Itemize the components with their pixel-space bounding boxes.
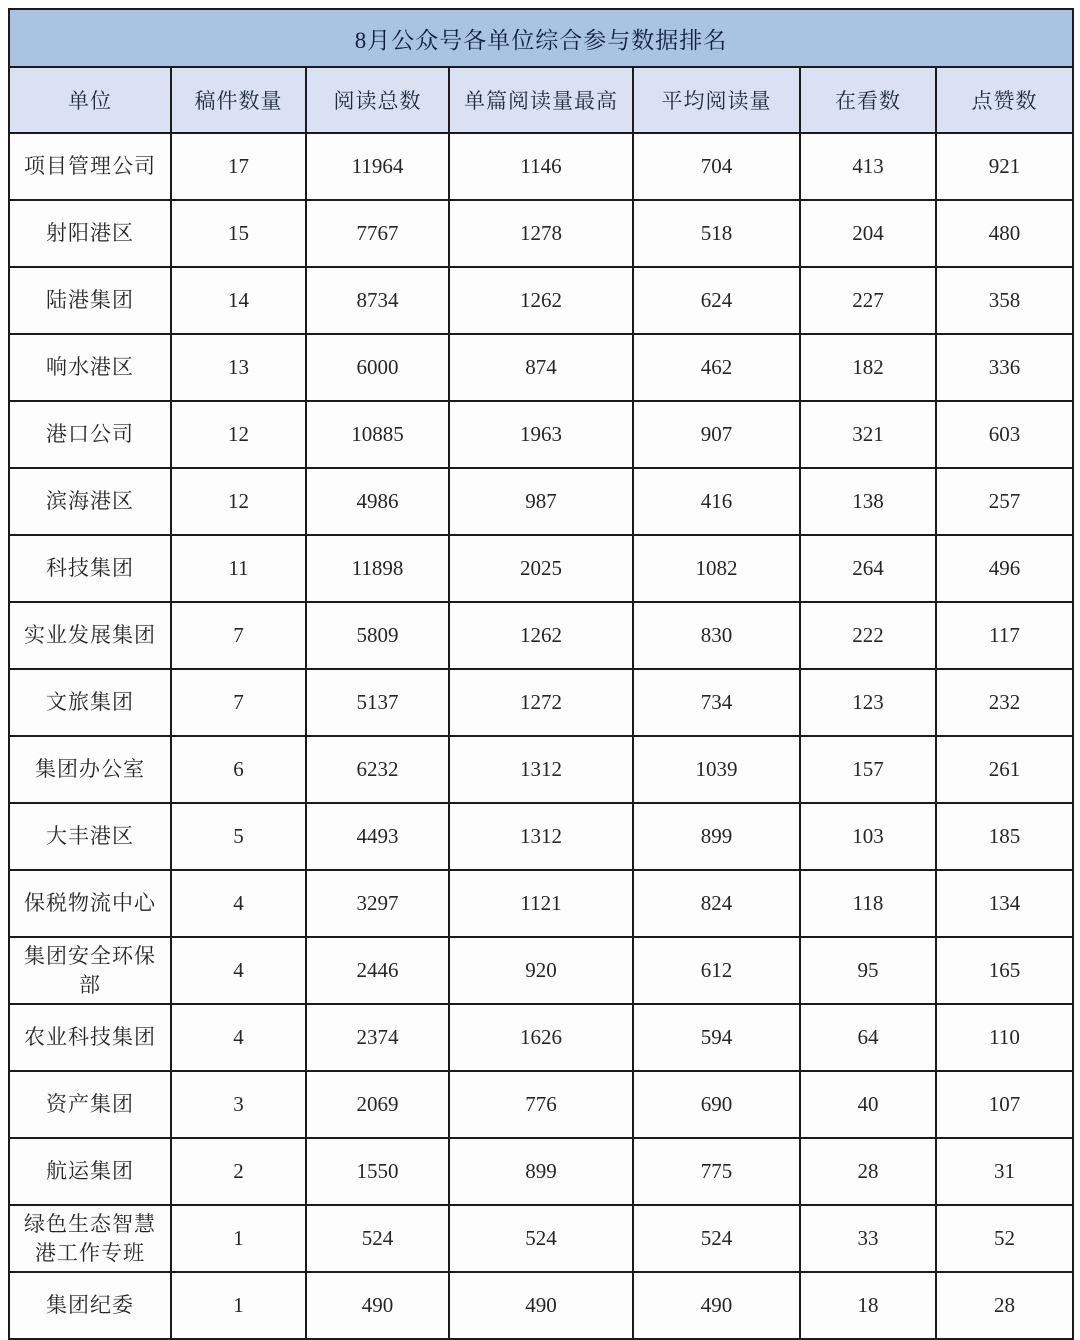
column-header: 稿件数量 <box>171 67 306 133</box>
unit-cell: 陆港集团 <box>9 267 171 334</box>
column-header: 单位 <box>9 67 171 133</box>
table-row <box>9 200 1073 267</box>
value-cell: 874 <box>449 334 633 401</box>
value-cell: 261 <box>936 736 1073 803</box>
value-cell: 18 <box>800 1272 936 1339</box>
column-header: 点赞数 <box>936 67 1073 133</box>
value-cell: 33 <box>800 1205 936 1272</box>
table-row <box>9 1071 1073 1138</box>
value-cell: 524 <box>306 1205 449 1272</box>
value-cell: 490 <box>449 1272 633 1339</box>
value-cell: 1 <box>171 1205 306 1272</box>
value-cell: 1963 <box>449 401 633 468</box>
unit-cell: 文旅集团 <box>9 669 171 736</box>
value-cell: 10885 <box>306 401 449 468</box>
value-cell: 490 <box>306 1272 449 1339</box>
value-cell: 594 <box>633 1004 800 1071</box>
unit-cell: 实业发展集团 <box>9 602 171 669</box>
value-cell: 899 <box>449 1138 633 1205</box>
value-cell: 257 <box>936 468 1073 535</box>
table-row <box>9 937 1073 1004</box>
value-cell: 40 <box>800 1071 936 1138</box>
table-row <box>9 535 1073 602</box>
unit-cell: 资产集团 <box>9 1071 171 1138</box>
value-cell: 227 <box>800 267 936 334</box>
value-cell: 165 <box>936 937 1073 1004</box>
value-cell: 4 <box>171 1004 306 1071</box>
value-cell: 232 <box>936 669 1073 736</box>
table-row <box>9 267 1073 334</box>
value-cell: 118 <box>800 870 936 937</box>
table-row <box>9 1004 1073 1071</box>
value-cell: 52 <box>936 1205 1073 1272</box>
value-cell: 824 <box>633 870 800 937</box>
table-row <box>9 468 1073 535</box>
value-cell: 490 <box>633 1272 800 1339</box>
value-cell: 524 <box>449 1205 633 1272</box>
value-cell: 920 <box>449 937 633 1004</box>
value-cell: 4493 <box>306 803 449 870</box>
value-cell: 921 <box>936 133 1073 200</box>
value-cell: 17 <box>171 133 306 200</box>
value-cell: 13 <box>171 334 306 401</box>
value-cell: 2374 <box>306 1004 449 1071</box>
value-cell: 64 <box>800 1004 936 1071</box>
value-cell: 28 <box>936 1272 1073 1339</box>
value-cell: 1312 <box>449 803 633 870</box>
value-cell: 413 <box>800 133 936 200</box>
title-row <box>9 9 1073 67</box>
unit-cell: 集团纪委 <box>9 1272 171 1339</box>
value-cell: 185 <box>936 803 1073 870</box>
table-row <box>9 602 1073 669</box>
value-cell: 776 <box>449 1071 633 1138</box>
unit-cell: 绿色生态智慧港工作专班 <box>9 1205 171 1272</box>
value-cell: 1121 <box>449 870 633 937</box>
value-cell: 1312 <box>449 736 633 803</box>
value-cell: 704 <box>633 133 800 200</box>
table-row <box>9 736 1073 803</box>
value-cell: 2 <box>171 1138 306 1205</box>
value-cell: 222 <box>800 602 936 669</box>
value-cell: 31 <box>936 1138 1073 1205</box>
value-cell: 14 <box>171 267 306 334</box>
value-cell: 1550 <box>306 1138 449 1205</box>
table-row <box>9 1205 1073 1272</box>
header-row <box>9 67 1073 133</box>
ranking-table <box>8 8 1074 1340</box>
value-cell: 264 <box>800 535 936 602</box>
value-cell: 1146 <box>449 133 633 200</box>
value-cell: 518 <box>633 200 800 267</box>
value-cell: 5137 <box>306 669 449 736</box>
value-cell: 1262 <box>449 602 633 669</box>
value-cell: 336 <box>936 334 1073 401</box>
value-cell: 416 <box>633 468 800 535</box>
unit-cell: 科技集团 <box>9 535 171 602</box>
value-cell: 15 <box>171 200 306 267</box>
value-cell: 5809 <box>306 602 449 669</box>
value-cell: 138 <box>800 468 936 535</box>
value-cell: 1262 <box>449 267 633 334</box>
value-cell: 1278 <box>449 200 633 267</box>
value-cell: 107 <box>936 1071 1073 1138</box>
value-cell: 1626 <box>449 1004 633 1071</box>
table-row <box>9 669 1073 736</box>
value-cell: 524 <box>633 1205 800 1272</box>
value-cell: 182 <box>800 334 936 401</box>
unit-cell: 滨海港区 <box>9 468 171 535</box>
value-cell: 123 <box>800 669 936 736</box>
table-row <box>9 401 1073 468</box>
value-cell: 110 <box>936 1004 1073 1071</box>
table-row <box>9 334 1073 401</box>
unit-cell: 项目管理公司 <box>9 133 171 200</box>
value-cell: 204 <box>800 200 936 267</box>
value-cell: 987 <box>449 468 633 535</box>
table-row <box>9 133 1073 200</box>
column-header: 在看数 <box>800 67 936 133</box>
value-cell: 4 <box>171 937 306 1004</box>
value-cell: 603 <box>936 401 1073 468</box>
value-cell: 358 <box>936 267 1073 334</box>
value-cell: 899 <box>633 803 800 870</box>
value-cell: 95 <box>800 937 936 1004</box>
value-cell: 6232 <box>306 736 449 803</box>
value-cell: 624 <box>633 267 800 334</box>
value-cell: 103 <box>800 803 936 870</box>
value-cell: 28 <box>800 1138 936 1205</box>
value-cell: 5 <box>171 803 306 870</box>
value-cell: 7767 <box>306 200 449 267</box>
value-cell: 4 <box>171 870 306 937</box>
value-cell: 1272 <box>449 669 633 736</box>
value-cell: 4986 <box>306 468 449 535</box>
value-cell: 117 <box>936 602 1073 669</box>
value-cell: 2069 <box>306 1071 449 1138</box>
table-row <box>9 803 1073 870</box>
value-cell: 690 <box>633 1071 800 1138</box>
table-row <box>9 1138 1073 1205</box>
value-cell: 1 <box>171 1272 306 1339</box>
value-cell: 12 <box>171 468 306 535</box>
value-cell: 1039 <box>633 736 800 803</box>
value-cell: 907 <box>633 401 800 468</box>
value-cell: 8734 <box>306 267 449 334</box>
value-cell: 321 <box>800 401 936 468</box>
value-cell: 6000 <box>306 334 449 401</box>
unit-cell: 航运集团 <box>9 1138 171 1205</box>
unit-cell: 集团安全环保部 <box>9 937 171 1004</box>
table-title: 8月公众号各单位综合参与数据排名 <box>9 9 1073 67</box>
value-cell: 11964 <box>306 133 449 200</box>
value-cell: 480 <box>936 200 1073 267</box>
unit-cell: 农业科技集团 <box>9 1004 171 1071</box>
unit-cell: 大丰港区 <box>9 803 171 870</box>
column-header: 单篇阅读量最高 <box>449 67 633 133</box>
value-cell: 11898 <box>306 535 449 602</box>
value-cell: 462 <box>633 334 800 401</box>
value-cell: 12 <box>171 401 306 468</box>
value-cell: 7 <box>171 669 306 736</box>
unit-cell: 集团办公室 <box>9 736 171 803</box>
value-cell: 734 <box>633 669 800 736</box>
unit-cell: 射阳港区 <box>9 200 171 267</box>
table-row <box>9 870 1073 937</box>
unit-cell: 港口公司 <box>9 401 171 468</box>
table-body <box>9 133 1073 1339</box>
column-header: 平均阅读量 <box>633 67 800 133</box>
value-cell: 496 <box>936 535 1073 602</box>
value-cell: 2025 <box>449 535 633 602</box>
value-cell: 3297 <box>306 870 449 937</box>
value-cell: 775 <box>633 1138 800 1205</box>
value-cell: 157 <box>800 736 936 803</box>
unit-cell: 响水港区 <box>9 334 171 401</box>
unit-cell: 保税物流中心 <box>9 870 171 937</box>
value-cell: 3 <box>171 1071 306 1138</box>
value-cell: 830 <box>633 602 800 669</box>
value-cell: 2446 <box>306 937 449 1004</box>
value-cell: 11 <box>171 535 306 602</box>
value-cell: 1082 <box>633 535 800 602</box>
value-cell: 612 <box>633 937 800 1004</box>
value-cell: 7 <box>171 602 306 669</box>
value-cell: 6 <box>171 736 306 803</box>
column-header: 阅读总数 <box>306 67 449 133</box>
value-cell: 134 <box>936 870 1073 937</box>
